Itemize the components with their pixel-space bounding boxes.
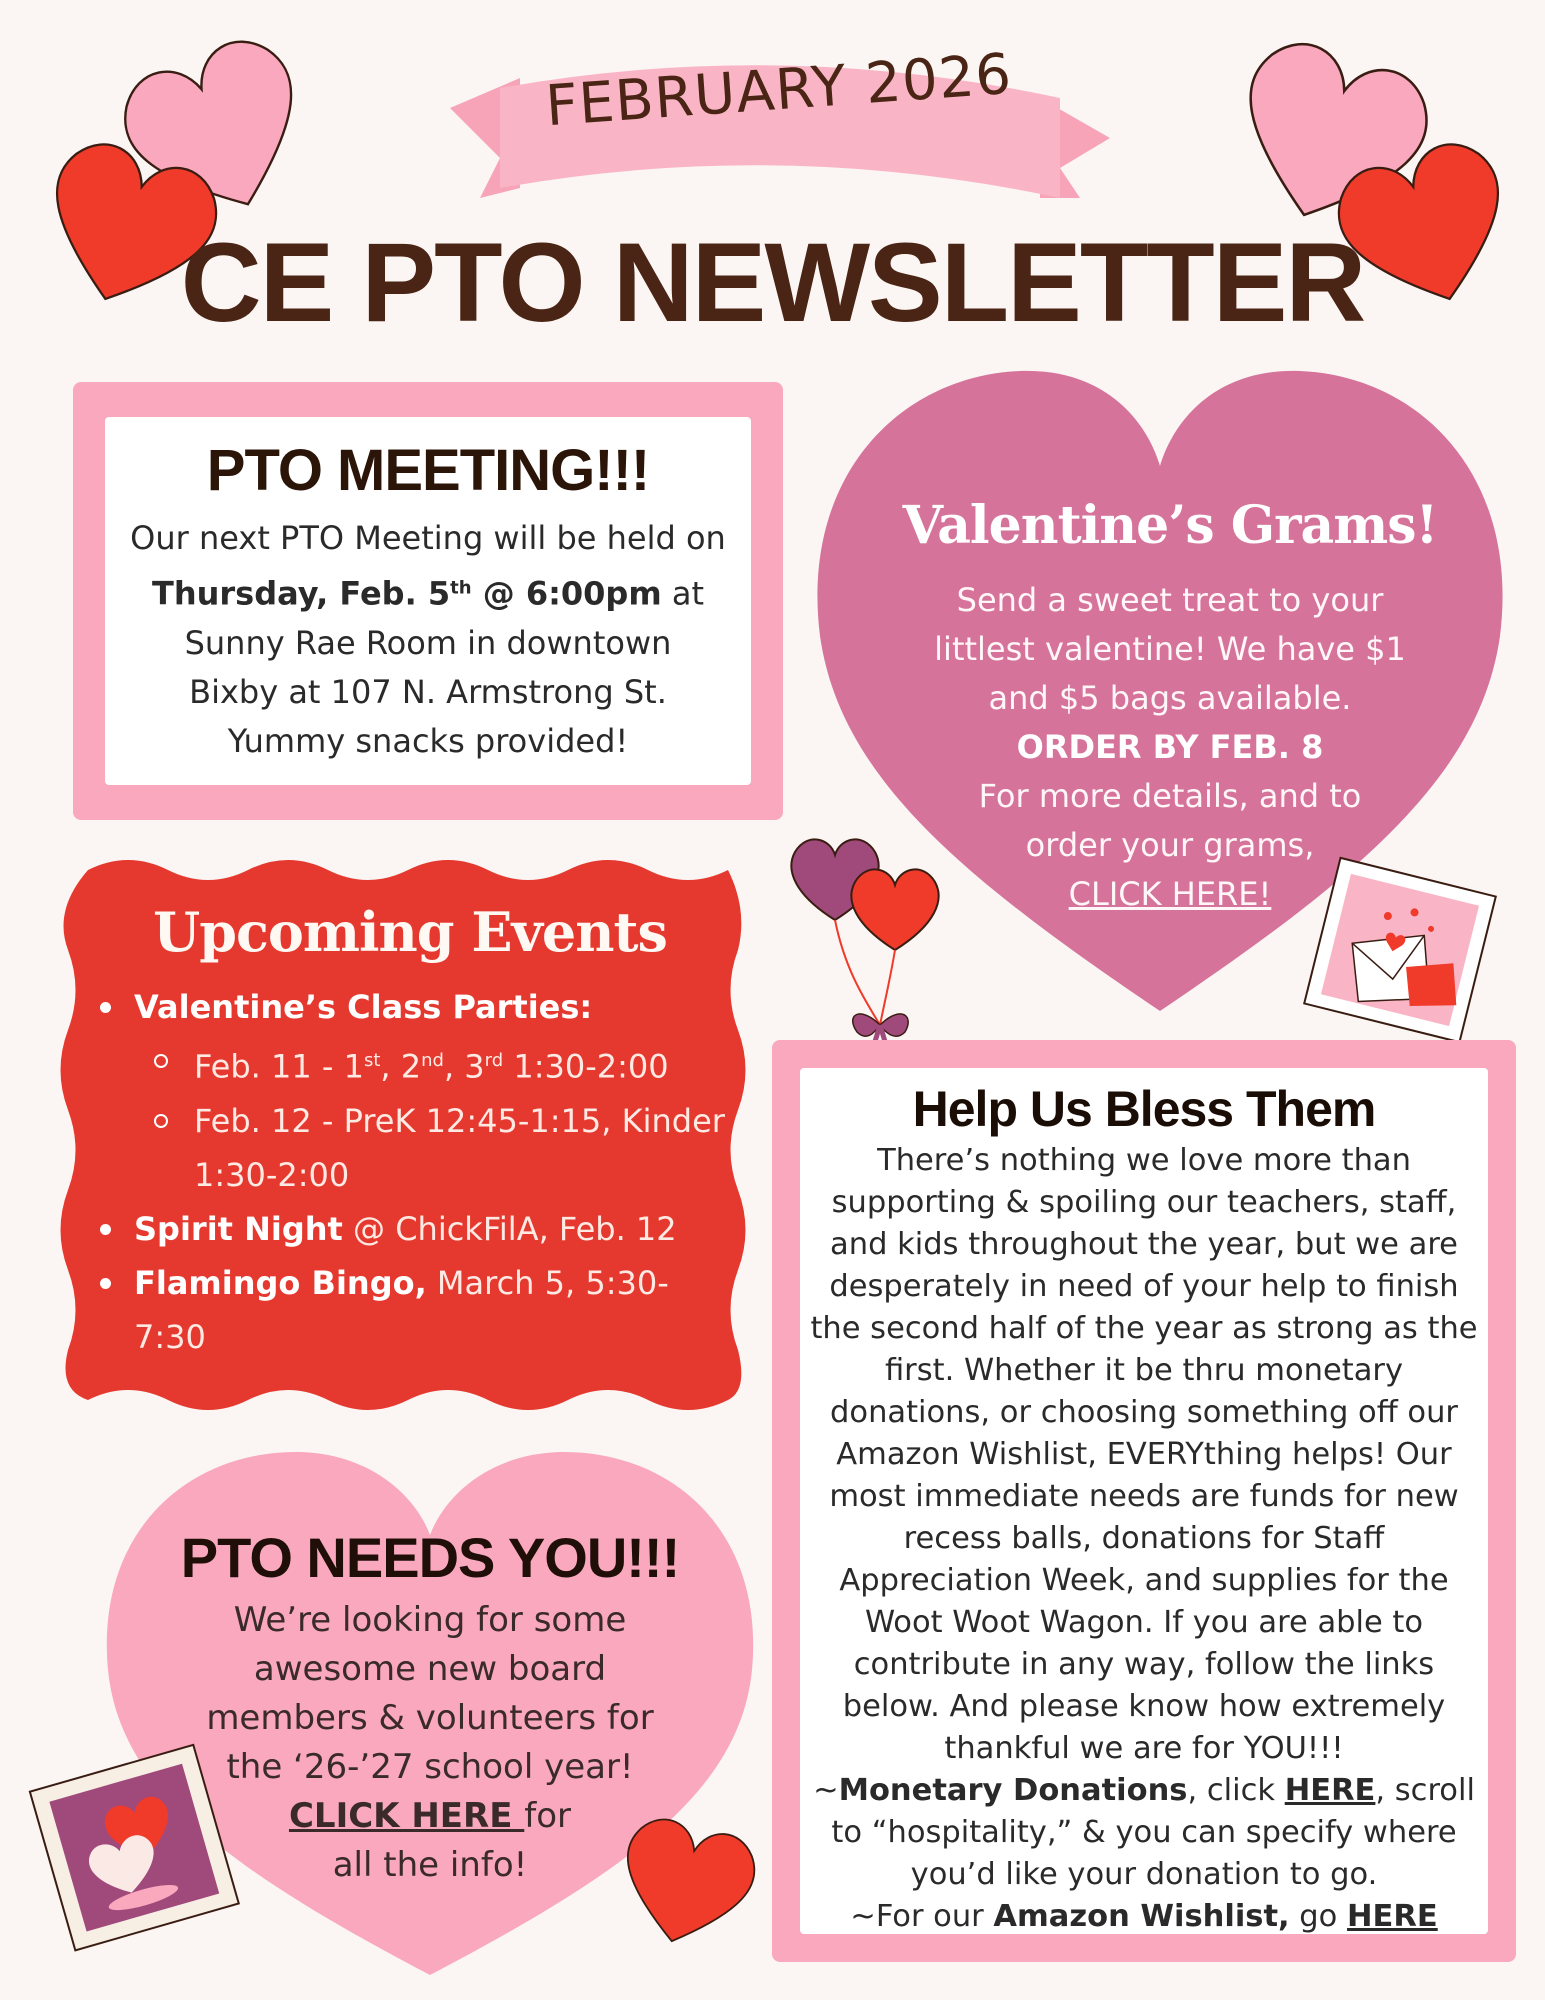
bless-content xyxy=(800,1080,1488,1938)
meeting-line: Thursday, Feb. 5th @ 6:00pm at xyxy=(151,574,704,613)
list-item: Spirit Night @ ChickFilA, Feb. 12 xyxy=(90,1202,730,1256)
meeting-line: Sunny Rae Room in downtown xyxy=(184,623,672,662)
grams-title: Valentine’s Grams! xyxy=(902,495,1438,556)
list-item-continuation: 1:30-2:00 xyxy=(194,1155,350,1194)
needs-line: awesome new board xyxy=(253,1649,607,1689)
meeting-body xyxy=(105,514,751,766)
meeting-title: PTO MEETING!!! xyxy=(206,438,650,503)
bless-monetary: ~Monetary Donations, click HERE, scroll to “hospitality,” & you can specify where you’d like your donation to go. xyxy=(813,1773,1475,1892)
meeting-line: Our next PTO Meeting will be held on xyxy=(130,519,726,557)
newsletter-date: FEBRUARY 2026 xyxy=(543,41,1015,140)
needs-line: We’re looking for some xyxy=(233,1600,627,1640)
list-item: Valentine’s Class Parties: xyxy=(90,980,730,1034)
bless-paragraph: There’s nothing we love more than supporting & spoiling our teachers, staff, and kids throughout the year, but we are desperately in need of your help to finish the second half of the year as strong as the first. Whether it be thru monetary donations, or choosing something off our Amazon Wishlist, EVERYthing helps! Our most immediate needs are funds for new recess balls, donations for Staff Appreciation Week, and supplies for the Woot Woot Wagon. If you are able to contribute in any way, follow the links below. And please know how extremely thankful we are for YOU!!! xyxy=(810,1143,1478,1766)
events-title: Upcoming Events xyxy=(153,900,667,964)
grams-deadline: ORDER BY FEB. 8 xyxy=(1016,728,1324,766)
list-item: Feb. 11 - 1st, 2nd, 3rd 1:30-2:00 xyxy=(90,1034,730,1094)
grams-line: order your grams, xyxy=(1025,826,1315,864)
amazon-link[interactable]: HERE xyxy=(1347,1899,1438,1934)
meeting-date: Thursday, Feb. 5 xyxy=(151,574,451,613)
grams-line: and $5 bags available. xyxy=(988,679,1352,717)
newsletter-title: CE PTO NEWSLETTER xyxy=(180,220,1365,345)
monetary-link[interactable]: HERE xyxy=(1284,1773,1376,1808)
needs-link[interactable]: CLICK HERE xyxy=(288,1796,525,1836)
needs-line: all the info! xyxy=(332,1845,528,1885)
grams-line: For more details, and to xyxy=(978,777,1362,815)
needs-title: PTO NEEDS YOU!!! xyxy=(180,1526,680,1589)
meeting-card xyxy=(105,417,751,785)
heart-red-bottom-icon xyxy=(612,1800,762,1960)
needs-line: members & volunteers for xyxy=(206,1698,654,1738)
grams-link[interactable]: CLICK HERE! xyxy=(1068,875,1272,913)
meeting-date-suffix: th xyxy=(450,577,472,598)
needs-line: the ‘26-’27 school year! xyxy=(226,1747,634,1787)
events-content xyxy=(90,900,730,1364)
hearts-stamp-icon xyxy=(20,1740,250,1960)
needs-link-line: CLICK HERE for xyxy=(288,1796,572,1836)
bless-amazon: ~For our Amazon Wishlist, go HERE xyxy=(850,1899,1438,1934)
meeting-line: Yummy snacks provided! xyxy=(227,721,629,760)
list-item: Flamingo Bingo, March 5, 5:30- xyxy=(90,1256,730,1310)
list-item-continuation: 7:30 xyxy=(134,1317,206,1356)
grams-line: Send a sweet treat to your xyxy=(956,581,1384,619)
bless-title: Help Us Bless Them xyxy=(912,1081,1376,1137)
events-list xyxy=(90,980,730,1364)
meeting-time: @ 6:00pm xyxy=(471,574,662,613)
bless-body xyxy=(800,1140,1488,1938)
grams-line: littlest valentine! We have $1 xyxy=(934,630,1406,668)
meeting-line: Bixby at 107 N. Armstrong St. xyxy=(189,672,667,711)
list-item: Feb. 12 - PreK 12:45-1:15, Kinder xyxy=(90,1094,730,1148)
envelope-stamp-icon xyxy=(1290,850,1510,1050)
